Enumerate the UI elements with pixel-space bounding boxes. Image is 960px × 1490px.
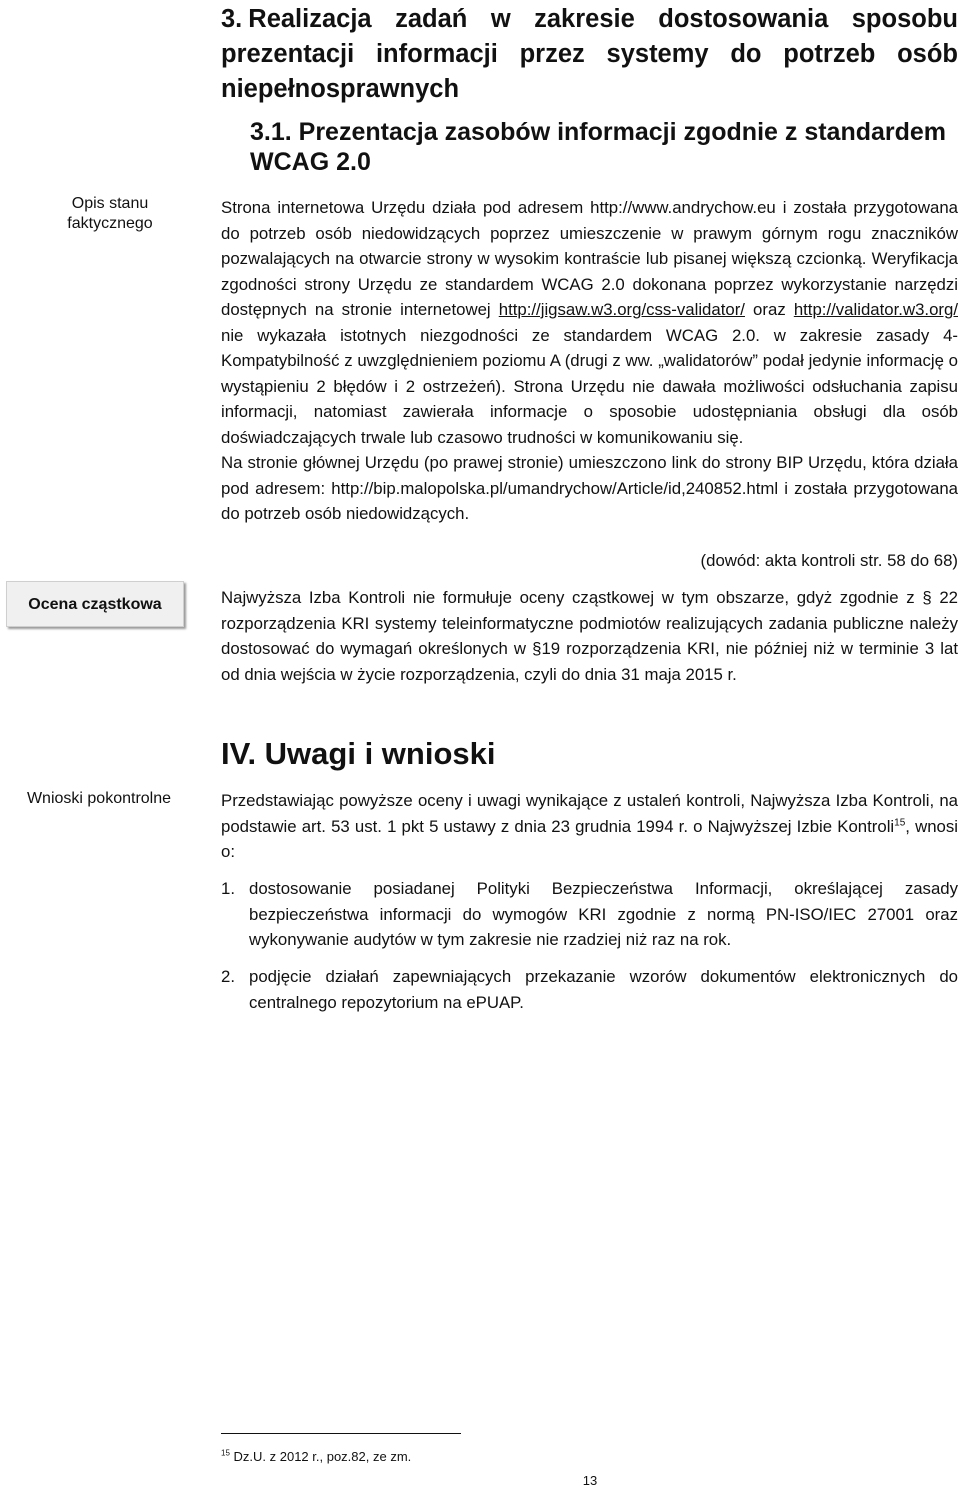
list-item bbox=[221, 964, 958, 1015]
paragraph-text: Na stronie głównej Urzędu (po prawej stronie) umieszczono link do strony BIP Urzędu, która działa pod adresem: http://bip.malopolska.pl/umandrychow/Article/id,240852.html i została przygotowana do potrzeb osób niedowidzących. bbox=[221, 453, 958, 523]
paragraph-assessment: Najwyższa Izba Kontroli nie formułuje oceny cząstkowej w tym obszarze, gdyż zgodnie z § 22 rozporządzenia KRI systemy teleinformatyczne podmiotów realizujących zadania publiczne należy dostosować do wymagań określonych w §19 rozporządzenia KRI, nie później niż w terminie 3 lat od dnia wejścia w życie rozporządzenia, czyli do dnia 31 maja 2015 r. bbox=[221, 588, 958, 684]
page-number: 13 bbox=[582, 1473, 598, 1488]
paragraph-text: oraz bbox=[744, 300, 794, 319]
footnote-divider bbox=[221, 1433, 461, 1434]
paragraph-text: , wnosi o: bbox=[221, 816, 959, 861]
sidebar-label-wnioski: Wnioski pokontrolne bbox=[26, 790, 172, 807]
link-css-validator[interactable]: http://jigsaw.w3.org/css-validator/ bbox=[498, 300, 745, 319]
link-validator[interactable]: http://validator.w3.org/ bbox=[793, 300, 958, 319]
evidence-note: (dowód: akta kontroli str. 58 do 68) bbox=[700, 551, 958, 570]
list-item-number: 1. bbox=[221, 879, 235, 898]
section-number: 3. bbox=[221, 5, 243, 33]
subsection-number: 3.1. bbox=[250, 118, 292, 146]
list-item-text: dostosowanie posiadanej Polityki Bezpieczeństwa Informacji, określającej zasady bezpieczeństwa informacji do wymogów KRI zgodnie z normą PN-ISO/IEC 27001 oraz wykonywanie audytów w tym zakresie nie rzadziej niż raz na rok. bbox=[249, 879, 958, 949]
paragraph-findings bbox=[221, 195, 958, 527]
section-heading-text: Realizacja zadań w zakresie dostosowania sposobu prezentacji informacji przez systemy do potrzeb osób niepełnosprawnych bbox=[221, 5, 958, 103]
sidebar-label-ocena: Ocena cząstkowa bbox=[6, 581, 184, 627]
list-item-text: podjęcie działań zapewniających przekazanie wzorów dokumentów elektronicznych do centralnego repozytorium na ePUAP. bbox=[249, 967, 958, 1012]
sidebar-label-opis: Opis stanu faktycznego bbox=[67, 195, 153, 232]
footnote bbox=[221, 1449, 411, 1465]
paragraph-text: nie wykazała istotnych niezgodności ze standardem WCAG 2.0. w zakresie zasady 4-Kompatybilność z uwzględnieniem poziomu A (drugi z ww. „walidatorów” podał jedynie informację o wystąpieniu 2 błędów i 2 ostrzeżeń). Strona Urzędu nie dawała możliwości odsłuchania zapisu informacji, natomiast zawierała informacje o sposobie udostępniania obsługi dla osób doświadczających trwale lub czasowo trudności w komunikowaniu się. bbox=[221, 325, 958, 447]
footnote-number: 15 bbox=[221, 1448, 230, 1458]
paragraph-text: Strona internetowa Urzędu działa pod adresem http://www.andrychow.eu i została przygotowana do potrzeb osób niedowidzących poprzez umieszczenie w prawym górnym rogu znaczników pozwalających na otwarcie strony w wysokim kontraście lub pisanej większą czcionką. Weryfikacja zgodności strony Urzędu ze standardem WCAG 2.0 dokonana poprzez wykorzystanie narzędzi dostępnych na stronie internetowej bbox=[221, 198, 958, 319]
footnote-text: Dz.U. z 2012 r., poz.82, ze zm. bbox=[229, 1449, 412, 1464]
paragraph-conclusions bbox=[221, 788, 958, 865]
subsection-heading bbox=[250, 117, 958, 177]
paragraph-text: Przedstawiając powyższe oceny i uwagi wynikające z ustaleń kontroli, Najwyższa Izba Kontroli, na podstawie art. 53 ust. 1 pkt 5 ustawy z dnia 23 grudnia 1994 r. o Najwyższej Izbie Kontroli bbox=[221, 791, 958, 836]
chapter-title: IV. Uwagi i wnioski bbox=[221, 736, 496, 771]
subsection-heading-text: Prezentacja zasobów informacji zgodnie z standardem WCAG 2.0 bbox=[250, 118, 947, 176]
list-item-number: 2. bbox=[221, 967, 235, 986]
section-heading bbox=[221, 2, 958, 107]
footnote-ref[interactable]: 15 bbox=[894, 816, 906, 828]
list-item bbox=[221, 876, 958, 953]
